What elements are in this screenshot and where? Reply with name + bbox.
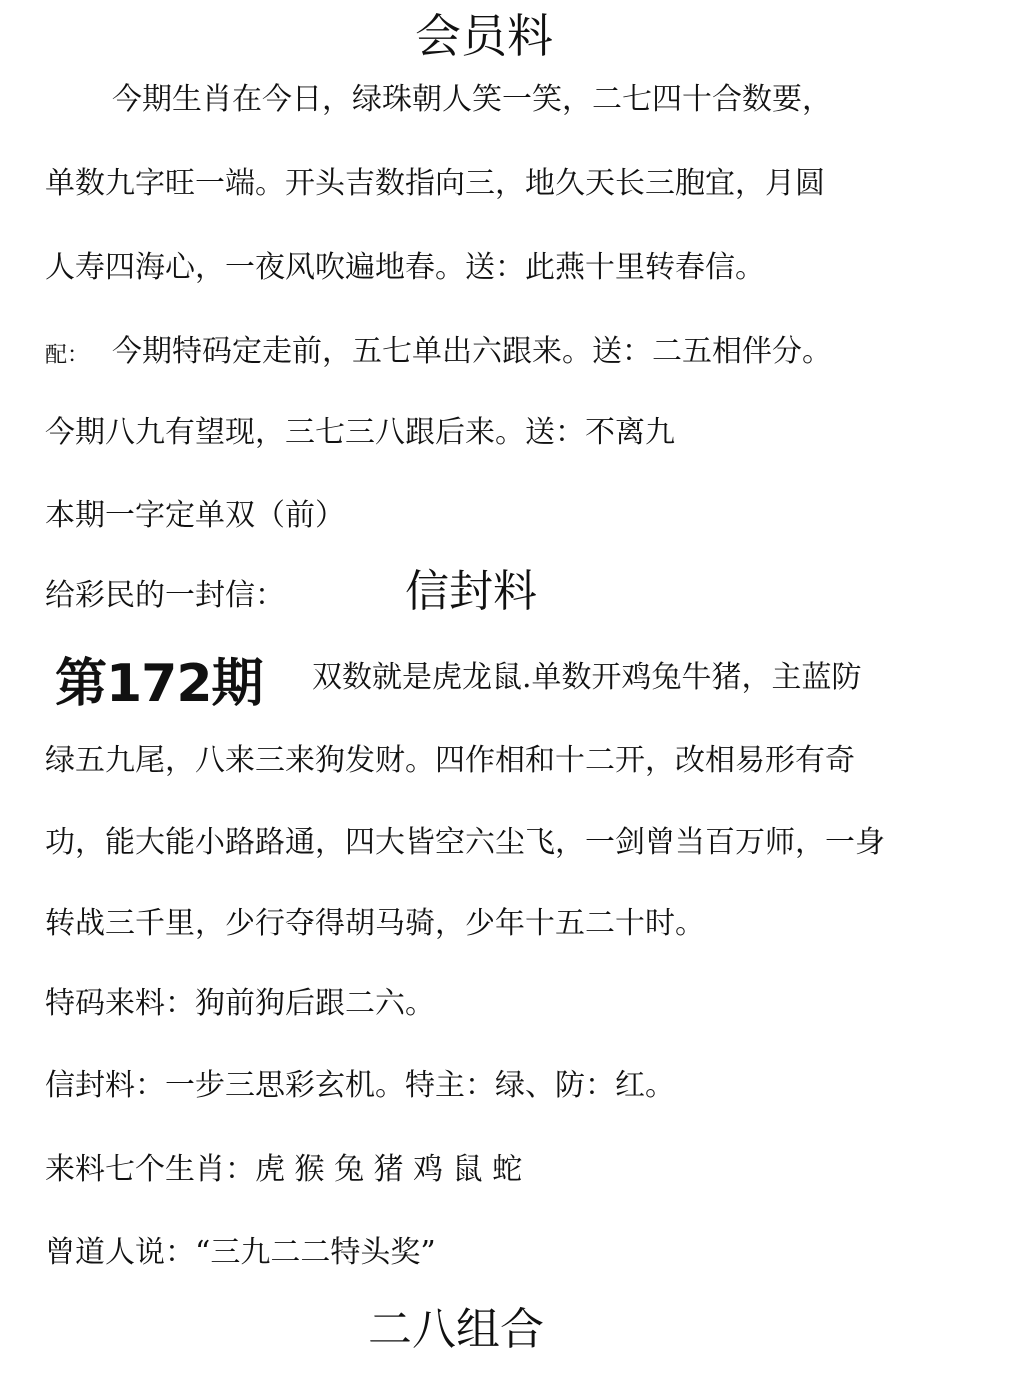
issue-line-2: 绿五九尾，八来三来狗发财。四作相和十二开，改相易形有奇 bbox=[45, 743, 855, 778]
envelope-line: 信封料：一步三思彩玄机。特主：绿、防：红。 bbox=[45, 1068, 675, 1103]
poem-line-3: 人寿四海心，一夜风吹遍地春。送：此燕十里转春信。 bbox=[45, 250, 765, 285]
zeng-daoren-line: 曾道人说：“三九二二特头奖” bbox=[45, 1235, 436, 1270]
line-oneword: 本期一字定单双（前） bbox=[45, 498, 345, 533]
letter-label: 给彩民的一封信： bbox=[45, 578, 285, 613]
poem-line-2: 单数九字旺一端。开头吉数指向三，地久天长三胞宜，月圆 bbox=[45, 166, 825, 201]
issue-line-3: 功，能大能小路路通，四大皆空六尘飞，一剑曾当百万师，一身 bbox=[45, 825, 885, 860]
special-code-line: 特码来料：狗前狗后跟二六。 bbox=[45, 986, 435, 1021]
pei-text: 今期特码定走前，五七单出六跟来。送：二五相伴分。 bbox=[112, 334, 832, 369]
line-89: 今期八九有望现，三七三八跟后来。送：不离九 bbox=[45, 415, 675, 450]
issue-number: 第172期 bbox=[55, 654, 263, 714]
letter-title: 信封料 bbox=[405, 566, 537, 617]
poem-line-1: 今期生肖在今日，绿珠朝人笑一笑，二七四十合数要， bbox=[112, 82, 832, 117]
issue-line-1: 双数就是虎龙鼠.单数开鸡兔牛猪，主蓝防 bbox=[312, 660, 862, 695]
pei-label: 配： bbox=[45, 343, 90, 368]
issue-line-4: 转战三千里，少行夺得胡马骑，少年十五二十时。 bbox=[45, 906, 705, 941]
page-title: 会员料 bbox=[415, 9, 553, 63]
combo-footer: 二八组合 bbox=[368, 1304, 544, 1355]
zodiac-seven-line: 来料七个生肖：虎 猴 兔 猪 鸡 鼠 蛇 bbox=[45, 1152, 523, 1187]
